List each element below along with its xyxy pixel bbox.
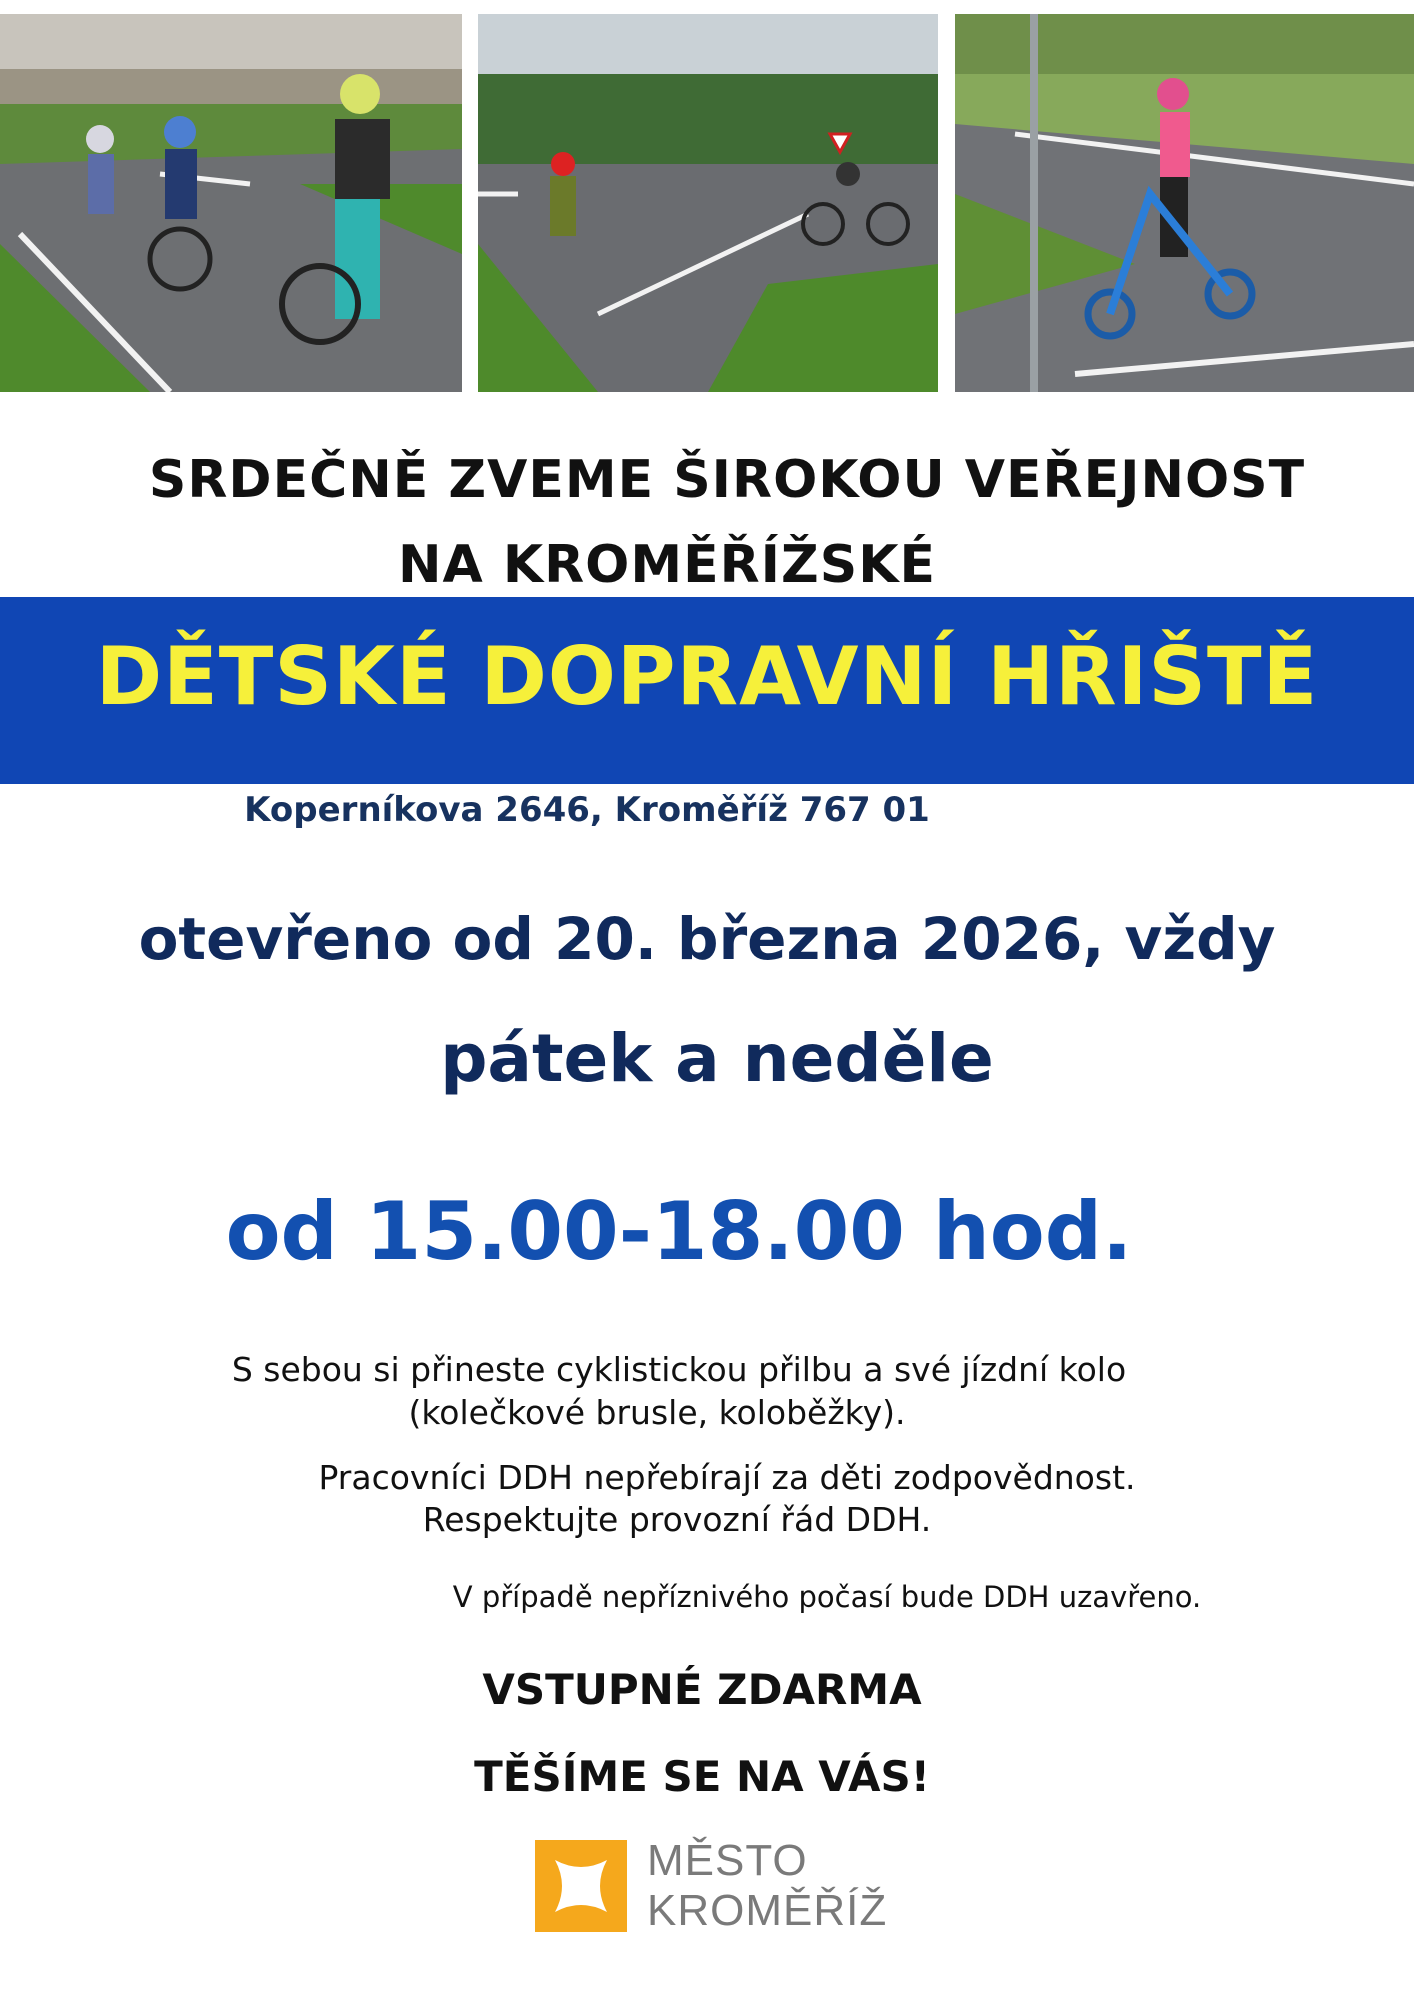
city-logo-icon — [535, 1840, 627, 1932]
children-on-traffic-playground-photo — [478, 14, 938, 392]
welcome-text: TĚŠÍME SE NA VÁS! — [474, 1752, 930, 1801]
info-line-5: V případě nepříznivého počasí bude DDH uzavřeno. — [452, 1580, 1202, 1614]
admission-text: VSTUPNÉ ZDARMA — [482, 1665, 922, 1714]
info-line-1: S sebou si přineste cyklistickou přilbu a své jízdní kolo — [231, 1350, 1127, 1389]
logo-line-1: MĚSTO — [647, 1836, 808, 1885]
opening-date: otevřeno od 20. března 2026, vždy — [138, 905, 1276, 973]
info-line-2: (kolečkové brusle, koloběžky). — [408, 1393, 906, 1432]
children-on-bicycles-photo — [0, 14, 462, 392]
info-line-3: Pracovníci DDH nepřebírají za děti zodpovědnost. — [318, 1458, 1136, 1497]
banner-title: DĚTSKÉ DOPRAVNÍ HŘIŠTĚ — [95, 630, 1319, 723]
invite-line-2: NA KROMĚŘÍŽSKÉ — [397, 535, 937, 595]
city-logo — [535, 1836, 915, 1940]
address: Koperníkova 2646, Kroměříž 767 01 — [244, 790, 930, 830]
invite-line-1: SRDEČNĚ ZVEME ŠIROKOU VEŘEJNOST — [148, 450, 1306, 510]
opening-hours: od 15.00-18.00 hod. — [225, 1185, 1133, 1278]
opening-days: pátek a neděle — [440, 1020, 994, 1097]
girl-on-scooter-photo — [955, 14, 1414, 392]
info-line-4: Respektujte provozní řád DDH. — [422, 1500, 932, 1539]
logo-line-2: KROMĚŘÍŽ — [647, 1886, 888, 1935]
